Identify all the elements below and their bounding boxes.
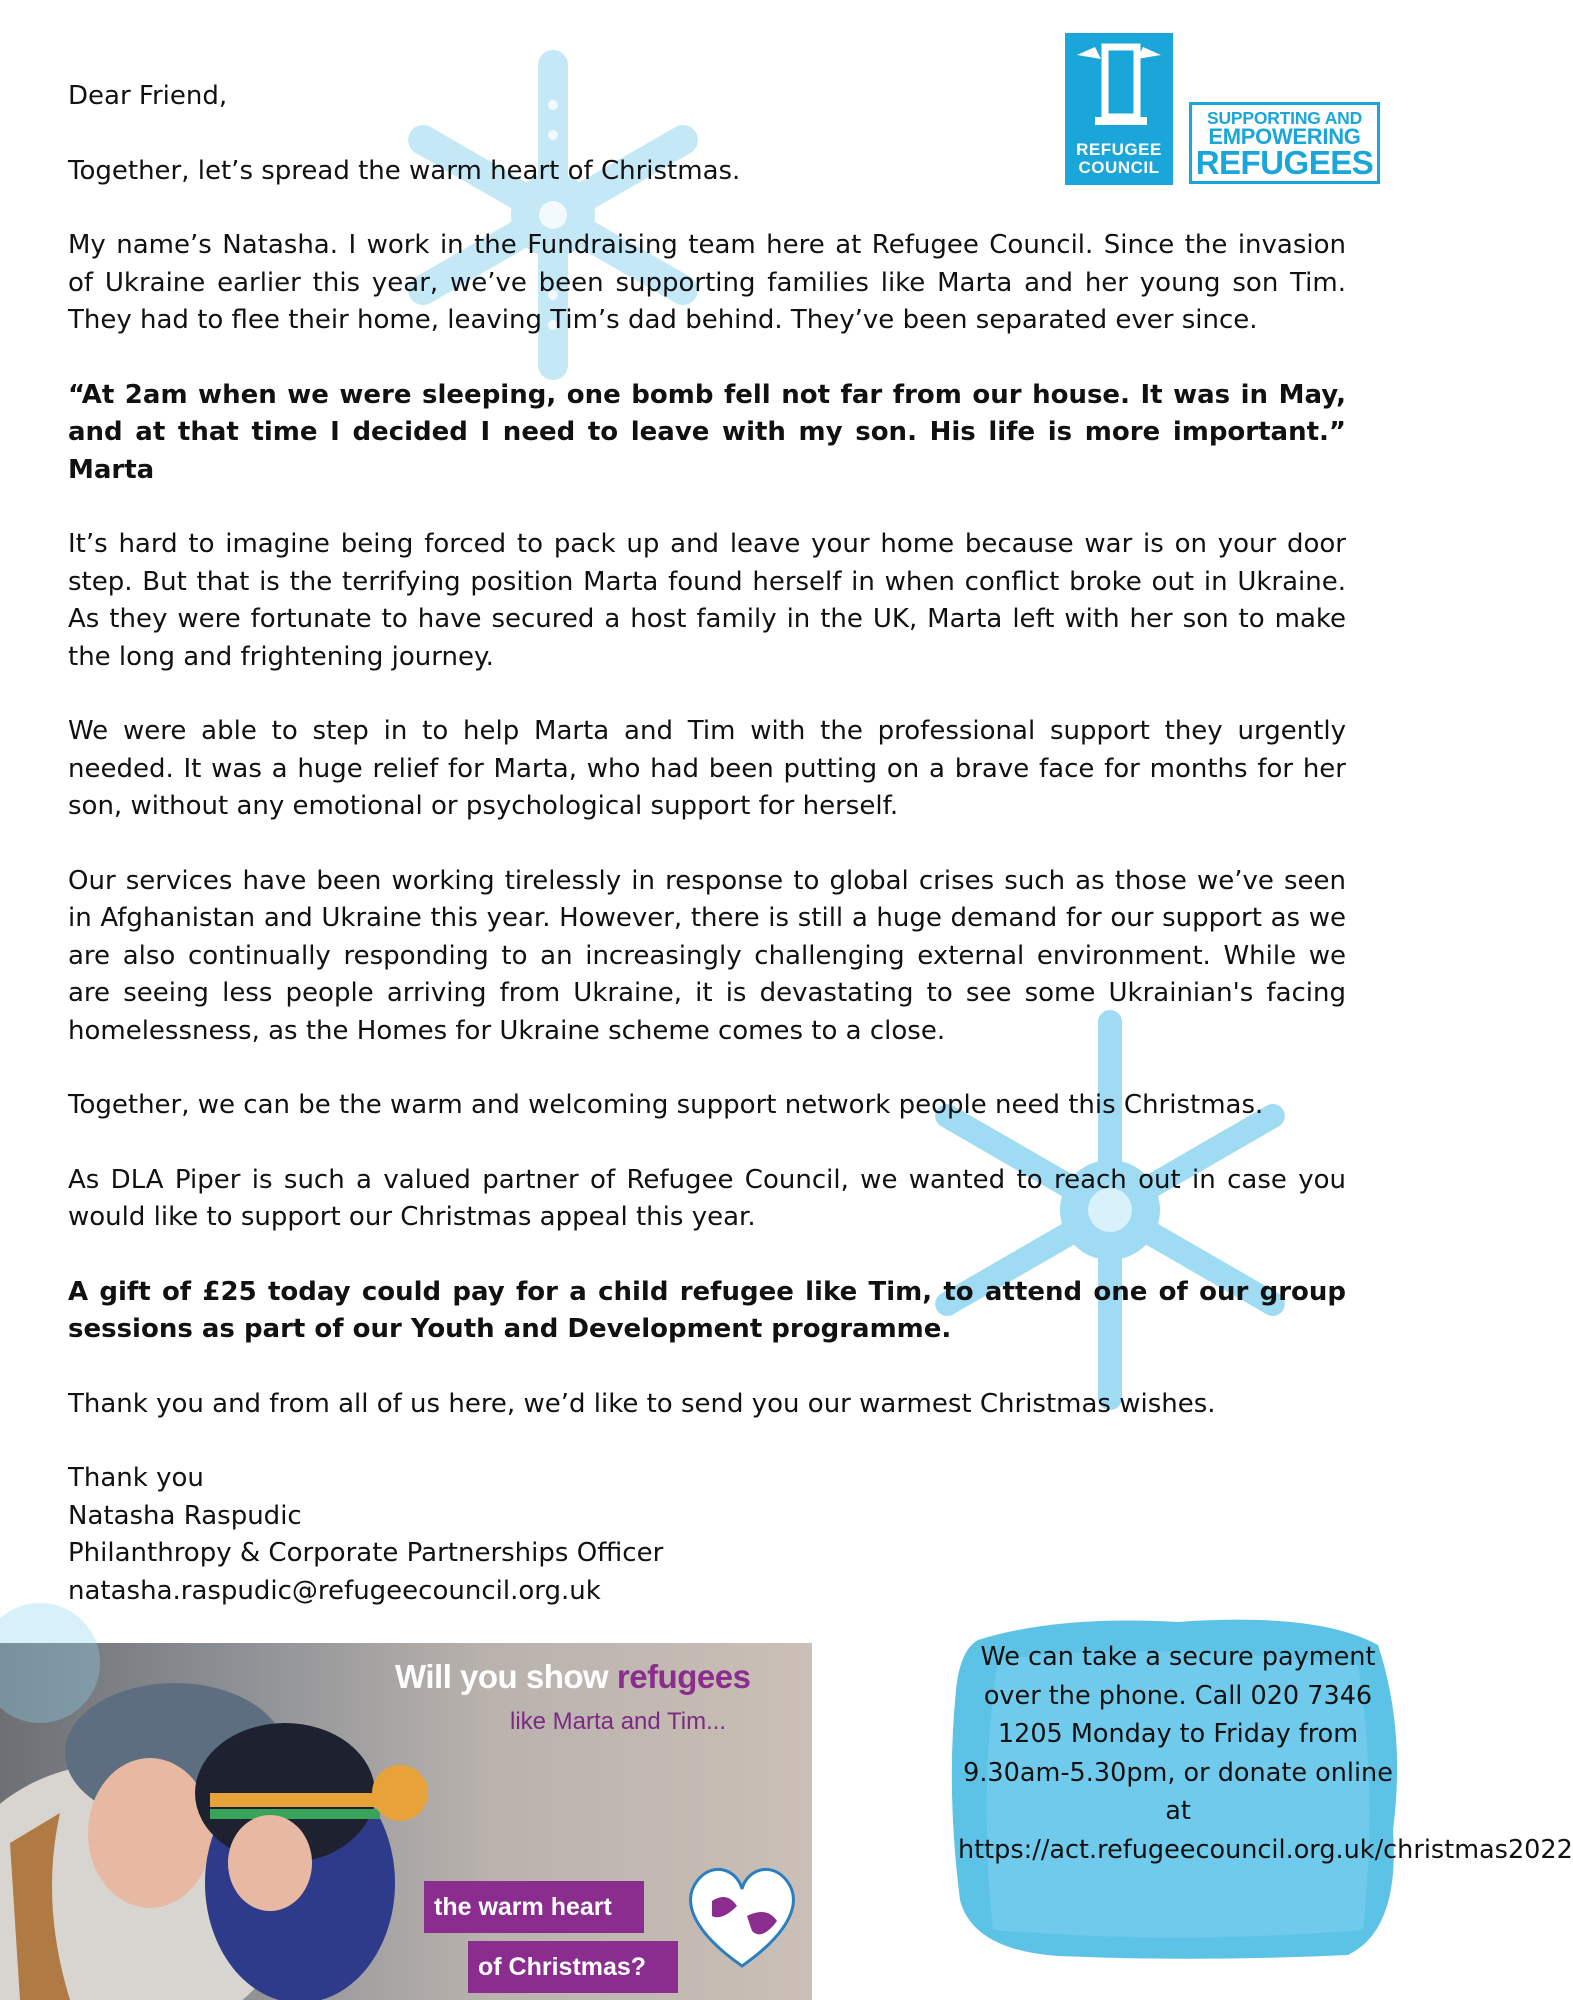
signer-title: Philanthropy & Corporate Partnerships Officer <box>68 1538 664 1568</box>
paragraph-support: We were able to step in to help Marta and Tim with the professional support they urgently needed. It was a huge relief for Marta, who had been putting on a brave face for months for her son, without any emotional or psychological support for herself. <box>68 716 1346 821</box>
tagline-line-2: EMPOWERING <box>1208 124 1361 149</box>
logo-org-name: REFUGEE COUNCIL <box>1076 140 1162 177</box>
banner-headline-b: refugees <box>616 1658 751 1695</box>
signature-block <box>68 1460 1346 1610</box>
signer-name: Natasha Raspudic <box>68 1500 302 1531</box>
paragraph-wishes: Thank you and from all of us here, we’d like to send you our warmest Christmas wishes. <box>68 1388 1216 1419</box>
signer-email[interactable]: natasha.raspudic@refugeecouncil.org.uk <box>68 1575 601 1606</box>
paragraph-together: Together, we can be the warm and welcoming support network people need this Christmas. <box>68 1090 1264 1120</box>
paragraph-services: Our services have been working tirelessly in response to global crises such as those we’ve seen in Afghanistan and Ukraine this year. However, there is still a huge demand for our support as we are also continually responding to an increasingly challenging external environment. While we are seeing less people arriving from Ukraine, it is devastating to see some Ukrainian's facing homelessness, as the Homes for Ukraine scheme comes to a close. <box>68 865 1346 1046</box>
letter-body <box>68 78 1346 1610</box>
signoff: Thank you <box>68 1463 204 1493</box>
salutation: Dear Friend, <box>68 81 228 111</box>
marta-quote: “At 2am when we were sleeping, one bomb fell not far from our house. It was in May, and at that time I decided I need to leave with my son. His life is more important.” Marta <box>68 379 1346 485</box>
appeal-banner-image <box>0 1643 812 2000</box>
banner-pill-2: of Christmas? <box>468 1941 678 1993</box>
paragraph-journey: It’s hard to imagine being forced to pack up and leave your home because war is on your door step. But that is the terrifying position Marta found herself in when conflict broke out in Ukraine. As they were fortunate to have secured a host family in the UK, Marta left with her son to make the long and frightening journey. <box>68 529 1346 672</box>
globe-heart-icon <box>682 1861 802 1971</box>
banner-headline <box>395 1658 750 1696</box>
tagline-line-1: SUPPORTING AND <box>1206 108 1363 128</box>
payment-callout <box>938 1610 1573 1965</box>
payment-callout-text: We can take a secure payment over the phone. Call 020 7346 1205 Monday to Friday from 9.30am-5.30pm, or donate online at https://act.refugeecouncil.org.uk/christmas2022 <box>958 1642 1573 1865</box>
tagline-line-3: REFUGEES <box>1195 144 1374 181</box>
banner-pill-1: the warm heart <box>424 1881 644 1933</box>
paragraph-intro-natasha: My name’s Natasha. I work in the Fundraising team here at Refugee Council. Since the invasion of Ukraine earlier this year, we’ve been supporting families like Marta and her young son Tim. They had to flee their home, leaving Tim’s dad behind. They’ve been separated ever since. <box>68 230 1346 335</box>
banner-subline: like Marta and Tim... <box>510 1708 727 1735</box>
paragraph-partner: As DLA Piper is such a valued partner of Refugee Council, we wanted to reach out in case you would like to support our Christmas appeal this year. <box>68 1164 1346 1232</box>
gift-ask: A gift of £25 today could pay for a child refugee like Tim, to attend one of our group sessions as part of our Youth and Development programme. <box>68 1276 1346 1344</box>
intro-line: Together, let’s spread the warm heart of Christmas. <box>68 155 741 186</box>
banner-headline-a: Will you show <box>395 1658 617 1695</box>
